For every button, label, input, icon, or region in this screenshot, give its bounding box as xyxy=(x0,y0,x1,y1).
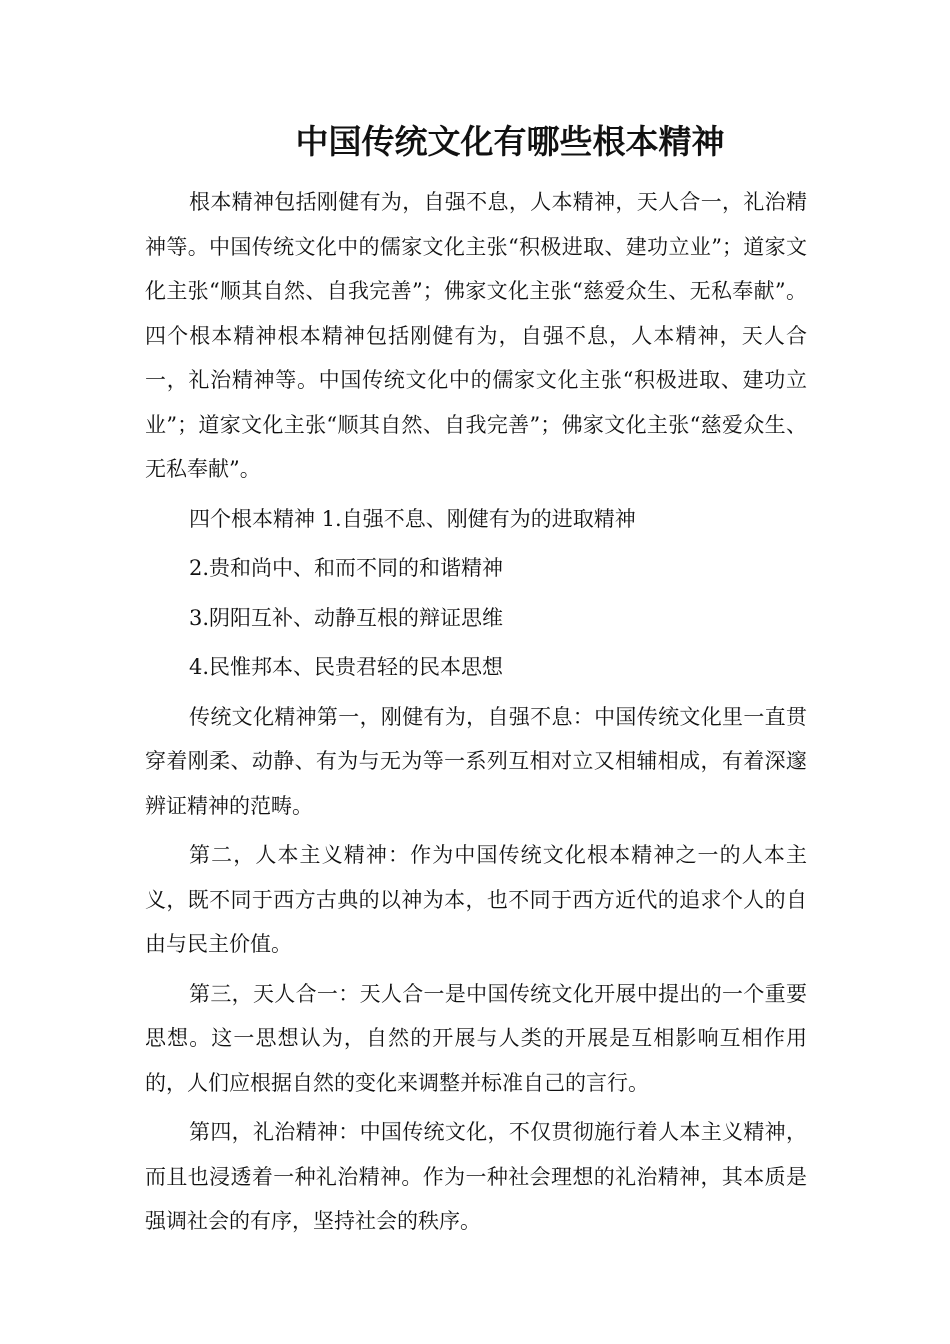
paragraph-third-spirit: 第三，天人合一：天人合一是中国传统文化开展中提出的一个重要思想。这一思想认为，自然的开展与人类的开展是互相影响互相作用的，人们应根据自然的变化来调整并标准自己的言行。 xyxy=(145,981,807,1095)
paragraph-list-1: 四个根本精神 1.自强不息、刚健有为的进取精神 xyxy=(189,506,636,531)
paragraph-first-spirit: 传统文化精神第一，刚健有为，自强不息：中国传统文化里一直贯穿着刚柔、动静、有为与无为等一系列互相对立又相辅相成，有着深邃辨证精神的范畴。 xyxy=(145,704,807,818)
document-title: 中国传统文化有哪些根本精神 xyxy=(295,122,725,161)
paragraph-intro: 根本精神包括刚健有为，自强不息，人本精神，天人合一，礼治精神等。中国传统文化中的儒家文化主张“积极进取、建功立业”；道家文化主张“顺其自然、自我完善”；佛家文化主张“慈爱众生、无私奉献”。四个根本精神根本精神包括刚健有为，自强不息，人本精神，天人合一，礼治精神等。中国传统文化中的儒家文化主张“积极进取、建功立业”；道家文化主张“顺其自然、自我完善”；佛家文化主张“慈爱众生、无私奉献”。 xyxy=(145,190,807,481)
paragraph-second-spirit: 第二，人本主义精神：作为中国传统文化根本精神之一的人本主义，既不同于西方古典的以神为本，也不同于西方近代的追求个人的自由与民主价值。 xyxy=(145,843,807,956)
paragraph-list-2: 2.贵和尚中、和而不同的和谐精神 xyxy=(189,556,504,580)
paragraph-list-3: 3.阴阳互补、动静互根的辩证思维 xyxy=(189,605,504,630)
paragraph-fourth-spirit: 第四，礼治精神：中国传统文化，不仅贯彻施行着人本主义精神，而且也浸透着一种礼治精神。作为一种社会理想的礼治精神，其本质是强调社会的有序，坚持社会的秩序。 xyxy=(145,1120,807,1233)
paragraph-list-4: 4.民惟邦本、民贵君轻的民本思想 xyxy=(189,655,504,679)
document-body xyxy=(145,180,807,1249)
